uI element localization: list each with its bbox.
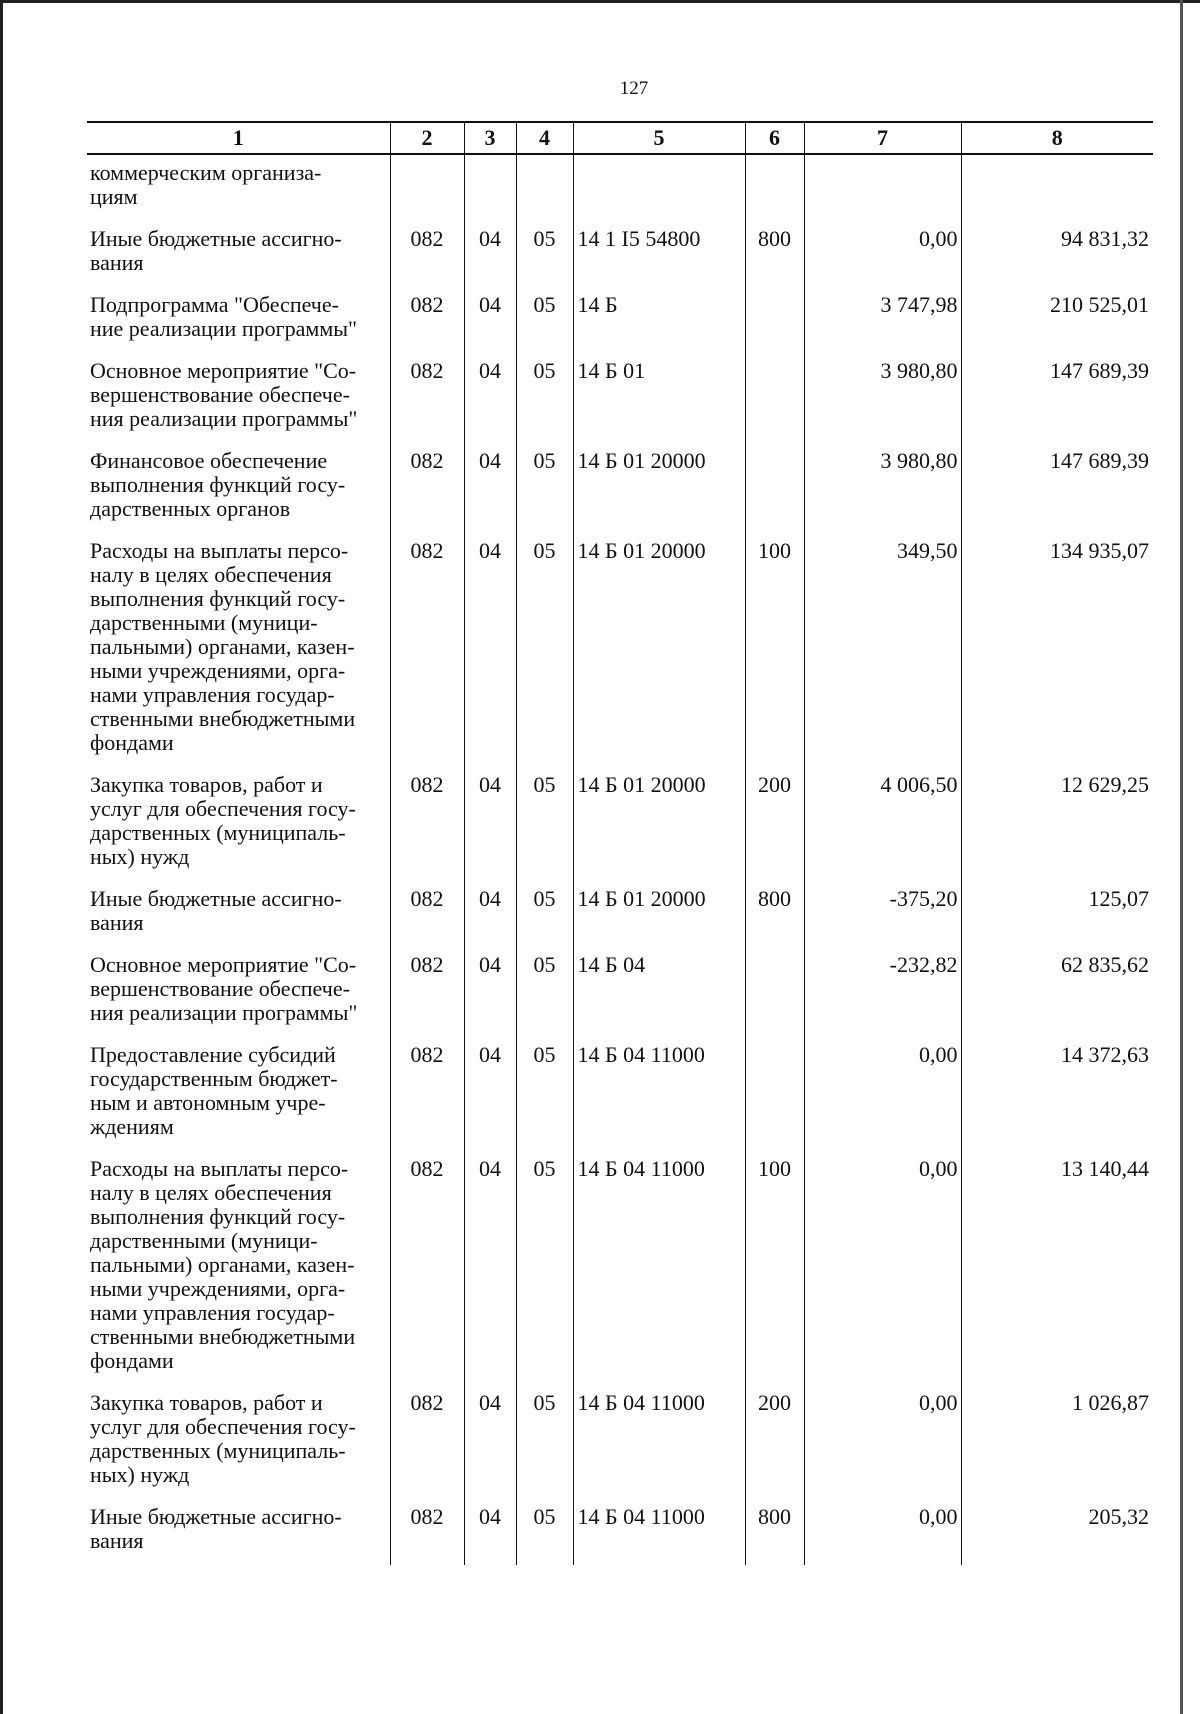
ministry-code: 082 xyxy=(390,287,464,353)
row-description: Иные бюджетные ассигно- вания xyxy=(90,886,342,935)
table-row xyxy=(87,353,1153,443)
row-description: Закупка товаров, работ и услуг для обеспечения госу- дарственных (муниципаль- ных) нужд xyxy=(90,772,356,869)
expense-type-code xyxy=(745,443,804,533)
section-code: 04 xyxy=(464,287,516,353)
change-amount xyxy=(804,154,961,221)
expense-type-code: 800 xyxy=(745,881,804,947)
ministry-code: 082 xyxy=(390,1499,464,1565)
column-header-4: 4 xyxy=(516,122,573,154)
change-amount: 0,00 xyxy=(804,1151,961,1385)
section-code: 04 xyxy=(464,881,516,947)
change-amount: 4 006,50 xyxy=(804,767,961,881)
row-description: Основное мероприятие "Со- вершенствование обеспече- ния реализации программы" xyxy=(90,952,358,1025)
section-code: 04 xyxy=(464,353,516,443)
expense-type-code xyxy=(745,1037,804,1151)
total-amount: 94 831,32 xyxy=(961,221,1153,287)
table-row xyxy=(87,881,1153,947)
section-code xyxy=(464,154,516,221)
subsection-code: 05 xyxy=(516,533,573,767)
expense-type-code xyxy=(745,287,804,353)
target-article-code: 14 Б 04 11000 xyxy=(573,1151,745,1385)
change-amount: 349,50 xyxy=(804,533,961,767)
row-description: Финансовое обеспечение выполнения функций госу- дарственных органов xyxy=(90,448,346,521)
row-description: Расходы на выплаты персо- налу в целях обеспечения выполнения функций госу- дарственными (муници- пальными) органами, казен- ными учреждениями, орга- нами управления государ- ственными внебюджетными фондами xyxy=(90,1156,356,1373)
expense-type-code xyxy=(745,353,804,443)
table-row xyxy=(87,154,1153,221)
total-amount: 12 629,25 xyxy=(961,767,1153,881)
total-amount: 1 026,87 xyxy=(961,1385,1153,1499)
ministry-code: 082 xyxy=(390,353,464,443)
change-amount: -232,82 xyxy=(804,947,961,1037)
expense-type-code: 100 xyxy=(745,1151,804,1385)
target-article-code xyxy=(573,154,745,221)
table-row xyxy=(87,1385,1153,1499)
table-row xyxy=(87,1151,1153,1385)
column-header-1: 1 xyxy=(87,122,390,154)
scan-border-right xyxy=(1180,0,1183,1714)
ministry-code: 082 xyxy=(390,947,464,1037)
row-description: коммерческим организа- циям xyxy=(90,160,322,209)
row-description: Предоставление субсидий государственным бюджет- ным и автономным учре- ждениям xyxy=(90,1042,338,1139)
ministry-code xyxy=(390,154,464,221)
ministry-code: 082 xyxy=(390,1385,464,1499)
target-article-code: 14 Б 01 20000 xyxy=(573,533,745,767)
total-amount: 147 689,39 xyxy=(961,443,1153,533)
ministry-code: 082 xyxy=(390,1037,464,1151)
subsection-code: 05 xyxy=(516,1499,573,1565)
total-amount: 62 835,62 xyxy=(961,947,1153,1037)
expense-type-code xyxy=(745,154,804,221)
subsection-code xyxy=(516,154,573,221)
table-row xyxy=(87,221,1153,287)
expense-type-code: 800 xyxy=(745,221,804,287)
table-row xyxy=(87,947,1153,1037)
subsection-code: 05 xyxy=(516,1385,573,1499)
section-code: 04 xyxy=(464,767,516,881)
ministry-code: 082 xyxy=(390,767,464,881)
table-row xyxy=(87,443,1153,533)
table-row xyxy=(87,533,1153,767)
change-amount: 3 980,80 xyxy=(804,353,961,443)
ministry-code: 082 xyxy=(390,533,464,767)
target-article-code: 14 Б 04 11000 xyxy=(573,1037,745,1151)
budget-table xyxy=(87,121,1153,1565)
change-amount: -375,20 xyxy=(804,881,961,947)
subsection-code: 05 xyxy=(516,287,573,353)
total-amount: 134 935,07 xyxy=(961,533,1153,767)
change-amount: 0,00 xyxy=(804,1499,961,1565)
row-description: Подпрограмма "Обеспече- ние реализации программы" xyxy=(90,292,357,341)
subsection-code: 05 xyxy=(516,221,573,287)
total-amount: 210 525,01 xyxy=(961,287,1153,353)
target-article-code: 14 1 I5 54800 xyxy=(573,221,745,287)
subsection-code: 05 xyxy=(516,443,573,533)
expense-type-code: 800 xyxy=(745,1499,804,1565)
row-description: Иные бюджетные ассигно- вания xyxy=(90,226,342,275)
expense-type-code: 200 xyxy=(745,1385,804,1499)
table-row xyxy=(87,1499,1153,1565)
column-header-5: 5 xyxy=(573,122,745,154)
subsection-code: 05 xyxy=(516,767,573,881)
subsection-code: 05 xyxy=(516,353,573,443)
row-description: Закупка товаров, работ и услуг для обеспечения госу- дарственных (муниципаль- ных) нужд xyxy=(90,1390,356,1487)
section-code: 04 xyxy=(464,1037,516,1151)
expense-type-code: 200 xyxy=(745,767,804,881)
subsection-code: 05 xyxy=(516,881,573,947)
subsection-code: 05 xyxy=(516,947,573,1037)
column-header-8: 8 xyxy=(961,122,1153,154)
scan-border-left xyxy=(0,0,3,1714)
expense-type-code: 100 xyxy=(745,533,804,767)
table-row xyxy=(87,1037,1153,1151)
section-code: 04 xyxy=(464,1499,516,1565)
row-description: Иные бюджетные ассигно- вания xyxy=(90,1504,342,1553)
column-header-6: 6 xyxy=(745,122,804,154)
table-header-row xyxy=(87,122,1153,154)
ministry-code: 082 xyxy=(390,443,464,533)
target-article-code: 14 Б 01 20000 xyxy=(573,881,745,947)
section-code: 04 xyxy=(464,533,516,767)
scan-border-top xyxy=(0,0,1200,3)
column-header-7: 7 xyxy=(804,122,961,154)
section-code: 04 xyxy=(464,221,516,287)
table-row xyxy=(87,287,1153,353)
total-amount xyxy=(961,154,1153,221)
change-amount: 0,00 xyxy=(804,221,961,287)
ministry-code: 082 xyxy=(390,1151,464,1385)
column-header-3: 3 xyxy=(464,122,516,154)
change-amount: 3 980,80 xyxy=(804,443,961,533)
total-amount: 125,07 xyxy=(961,881,1153,947)
target-article-code: 14 Б 04 11000 xyxy=(573,1385,745,1499)
expense-type-code xyxy=(745,947,804,1037)
total-amount: 147 689,39 xyxy=(961,353,1153,443)
change-amount: 0,00 xyxy=(804,1037,961,1151)
section-code: 04 xyxy=(464,947,516,1037)
row-description: Основное мероприятие "Со- вершенствование обеспече- ния реализации программы" xyxy=(90,358,358,431)
change-amount: 3 747,98 xyxy=(804,287,961,353)
target-article-code: 14 Б 01 20000 xyxy=(573,767,745,881)
target-article-code: 14 Б 04 xyxy=(573,947,745,1037)
target-article-code: 14 Б 04 11000 xyxy=(573,1499,745,1565)
total-amount: 14 372,63 xyxy=(961,1037,1153,1151)
section-code: 04 xyxy=(464,443,516,533)
subsection-code: 05 xyxy=(516,1151,573,1385)
column-header-2: 2 xyxy=(390,122,464,154)
total-amount: 205,32 xyxy=(961,1499,1153,1565)
target-article-code: 14 Б 01 20000 xyxy=(573,443,745,533)
section-code: 04 xyxy=(464,1385,516,1499)
page-number: 127 xyxy=(619,78,649,99)
table-body xyxy=(87,154,1153,1565)
change-amount: 0,00 xyxy=(804,1385,961,1499)
table-row xyxy=(87,767,1153,881)
subsection-code: 05 xyxy=(516,1037,573,1151)
ministry-code: 082 xyxy=(390,221,464,287)
ministry-code: 082 xyxy=(390,881,464,947)
target-article-code: 14 Б 01 xyxy=(573,353,745,443)
total-amount: 13 140,44 xyxy=(961,1151,1153,1385)
target-article-code: 14 Б xyxy=(573,287,745,353)
section-code: 04 xyxy=(464,1151,516,1385)
row-description: Расходы на выплаты персо- налу в целях обеспечения выполнения функций госу- дарственными (муници- пальными) органами, казен- ными учреждениями, орга- нами управления государ- ственными внебюджетными фондами xyxy=(90,538,356,755)
